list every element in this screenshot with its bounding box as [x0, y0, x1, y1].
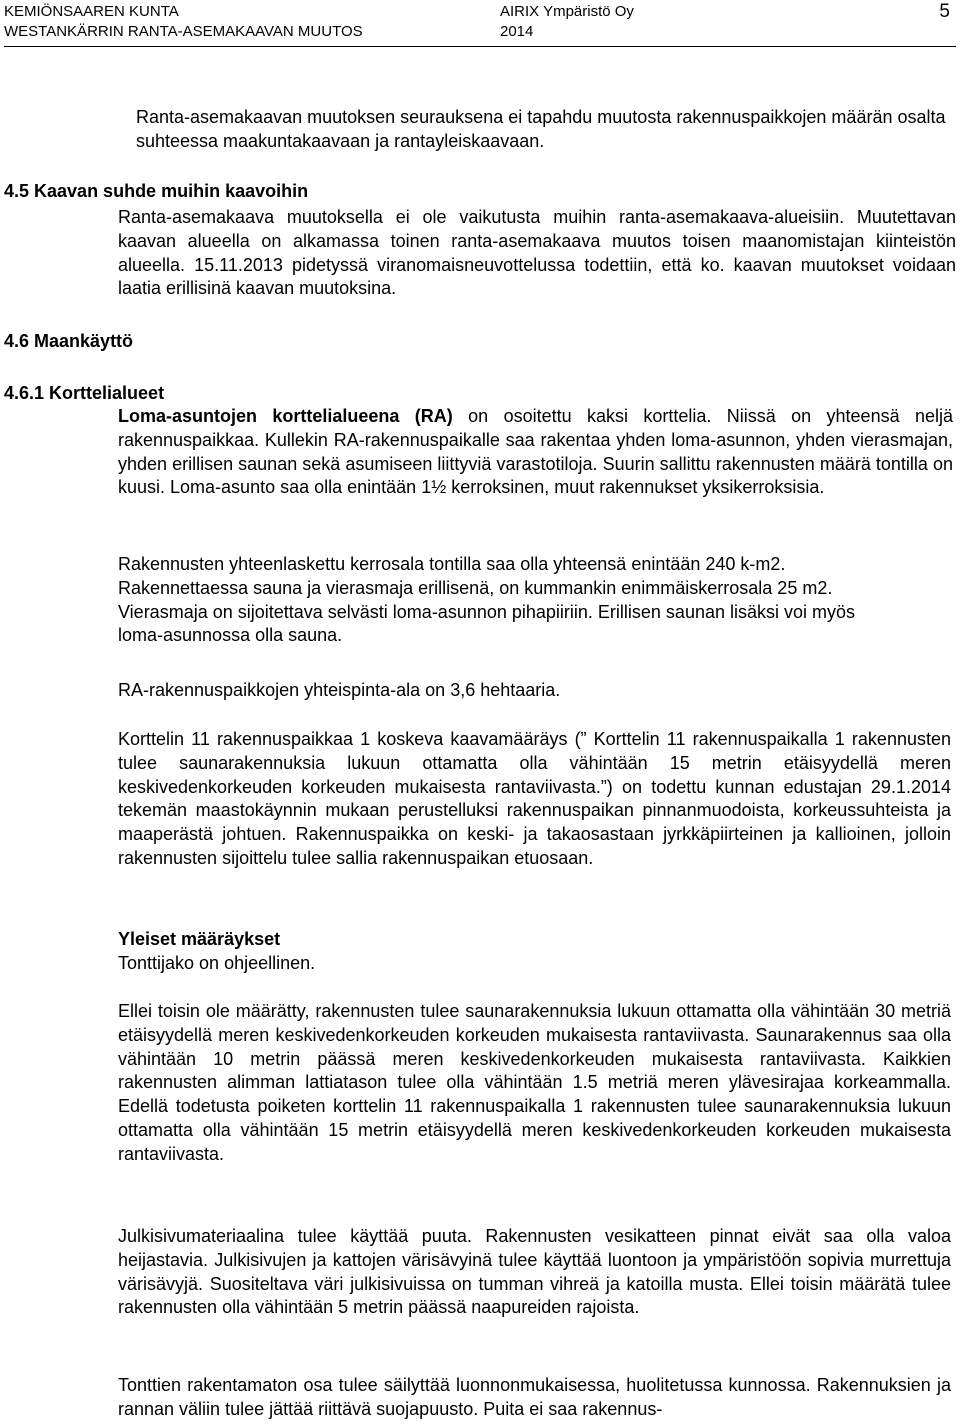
intro-paragraph — [136, 106, 956, 154]
korttelialueet-p6: Julkisivumateriaalina tulee käyttää puuta. Rakennusten vesikatteen pinnat eivät saa olla valoa heijastavia. Julkisivujen ja kattojen värisävyinä tulee käyttää luontoon ja ympäristöön sopivia murrettuja värisävyjä. Suositeltava väri julkisivuissa on tumman vihreä ja katoilla musta. Ellei toisin määrätä tulee rakennusten olla vähintään 5 metrin päässä naapureiden rajoista. — [118, 1226, 951, 1318]
korttelialueet-paragraph-2 — [118, 553, 878, 648]
section-4-5-text: Ranta-asemakaava muutoksella ei ole vaikutusta muihin ranta-asemakaava-alueisiin. Muutettavan kaavan alueella on alkamassa toinen ranta-asemakaava muutos toisen maanomistajan kiinteistön alueella. 15.11.2013 pidetyssä viranomaisneuvottelussa todettiin, että ko. kaavan muutokset voidaan laatia erillisinä kaavan muutoksina. — [118, 207, 956, 299]
section-4-6-1-heading: 4.6.1 Korttelialueet — [4, 383, 165, 403]
header-company: AIRIX Ympäristö Oy — [500, 3, 634, 20]
korttelialueet-p1 — [118, 405, 953, 500]
korttelialueet-paragraph-5 — [118, 1000, 951, 1167]
korttelialueet-paragraph-7 — [118, 1374, 951, 1422]
korttelialueet-p7: Tonttien rakentamaton osa tulee säilyttää luonnonmukaisessa, huolitetussa kunnossa. Rakennuksien ja rannan väliin tulee jättää riittävä suojapuusto. Puita ei saa rakennus- — [118, 1375, 951, 1419]
korttelialueet-paragraph-4 — [118, 728, 951, 871]
page-number: 5 — [939, 1, 950, 22]
korttelialueet-p4: Korttelin 11 rakennuspaikkaa 1 koskeva kaavamääräys (” Korttelin 11 rakennuspaikalla 1 rakennusten tulee saunarakennuksia lukuun ottamatta olla vähintään 15 metrin etäisyydellä meren keskivedenkorkeuden korkeuden mukaisesta rantaviivasta.”) on todettu kunnan edustajan 29.1.2014 tekemän maastokäynnin mukaan perustelluksi rakennuspaikan pinnanmuodoista, korkeussuhteista ja maaperästä johtuen. Rakennuspaikka on keski- ja takaosastaan jyrkkäpiirteinen ja kallioinen, jolloin rakennusten sijoittelu tulee sallia rakennuspaikan etuosaan. — [118, 729, 951, 868]
header-document-title: WESTANKÄRRIN RANTA-ASEMAKAAVAN MUUTOS — [4, 23, 363, 40]
intro-text: Ranta-asemakaavan muutoksen seurauksena ei tapahdu muutosta rakennuspaikkojen määrän osalta suhteessa maakuntakaavaan ja rantayleiskaavaan. — [136, 107, 946, 151]
section-4-5-heading: 4.5 Kaavan suhde muihin kaavoihin — [4, 181, 309, 201]
header-middle — [500, 2, 634, 42]
general-regulations-heading: Yleiset määräykset — [118, 929, 281, 949]
korttelialueet-paragraph-3 — [118, 679, 953, 703]
general-regulations-text: Tonttijako on ohjeellinen. — [118, 952, 316, 973]
section-4-6-heading: 4.6 Maankäyttö — [4, 331, 134, 351]
header-left — [4, 2, 363, 42]
general-regulations — [118, 928, 953, 976]
korttelialueet-paragraph-6 — [118, 1225, 951, 1320]
korttelialueet-p5: Ellei toisin ole määrätty, rakennusten tulee saunarakennuksia lukuun ottamatta olla vähintään 30 metriä etäisyydellä meren keskivedenkorkeuden korkeuden mukaisesta rantaviivasta. Saunarakennus saa olla vähintään 10 metrin päässä meren keskivedenkorkeuden mukaisesta rantaviivasta. Kaikkien rakennusten alimman lattiatason tulee olla vähintään 1.5 metriä meren ylävesirajaa korkeammalla. Edellä todetusta poiketen korttelin 11 rakennuspaikalla 1 rakennusten tulee saunarakennuksia lukuun ottamatta olla vähintään 15 metrin etäisyydellä meren keskivedenkorkeuden korkeuden mukaisesta rantaviivasta. — [118, 1001, 951, 1164]
section-4-5-body — [118, 206, 956, 301]
ra-term: Loma-asuntojen korttelialueena (RA) — [118, 406, 453, 426]
korttelialueet-p1-text: on osoitettu kaksi korttelia. Niissä on yhteensä neljä rakennuspaikkaa. Kullekin RA-rakennuspaikalle saa rakentaa yhden loma-asunnon, yhden vierasmajan, yhden erillisen saunan sekä asumiseen liittyviä varastotiloja. Suurin sallittu rakennusten määrä tontilla on kuusi. Loma-asunto saa olla enintään 1½ kerroksinen, muut rakennukset yksikerroksisia. — [118, 406, 953, 498]
korttelialueet-paragraph-1 — [118, 405, 953, 500]
korttelialueet-p3: RA-rakennuspaikkojen yhteispinta-ala on 3,6 hehtaaria. — [118, 680, 561, 700]
header-year: 2014 — [500, 23, 534, 40]
header-municipality: KEMIÖNSAAREN KUNTA — [4, 3, 179, 20]
header-divider — [4, 46, 956, 47]
korttelialueet-p2: Rakennusten yhteenlaskettu kerrosala tontilla saa olla yhteensä enintään 240 k-m2. Rakennettaessa sauna ja vierasmaja erillisenä, on kummankin enimmäiskerrosala 25 m2. Vierasmaja on sijoitettava selvästi loma-asunnon pihapiiriin. Erillisen saunan lisäksi voi myös loma-asunnossa olla sauna. — [118, 554, 856, 646]
